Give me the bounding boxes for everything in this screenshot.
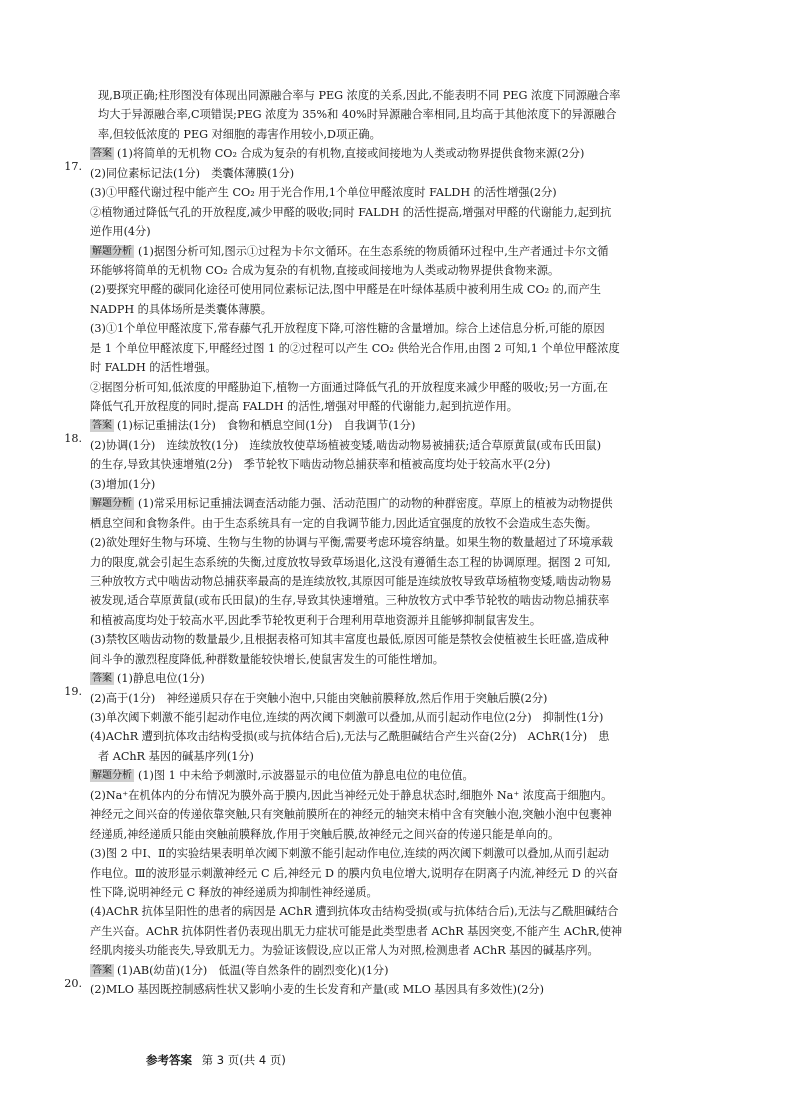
text-line (90, 864, 718, 883)
line-text: (2)Na⁺在机体内的分布情况为膜外高于膜内,因此当神经元处于静息状态时,细胞外 Na⁺ 浓度高于细胞内。 (90, 788, 613, 802)
line-text: 率,但较低浓度的 PEG 对细胞的毒害作用较小,D项正确。 (98, 127, 381, 141)
line-text: 现,B项正确;柱形图没有体现出同源融合率与 PEG 浓度的关系,因此,不能表明不同 PEG 浓度下同源融合率 (98, 89, 621, 102)
line-text: 降低气孔开放程度的同时,提高 FALDH 的活性,增强对甲醛的代谢能力,起到抗逆作用。 (90, 400, 518, 413)
text-line (90, 727, 718, 746)
text-line (90, 105, 718, 124)
line-text: 和植被高度均处于较高水平,因此季节轮牧更利于合理利用草地资源并且能够抑制鼠害发生。 (90, 613, 542, 627)
text-line (90, 883, 718, 902)
line-text: 神经元之间兴奋的传递依靠突触,只有突触前膜所在的神经元的轴突末梢中含有突触小泡,突触小泡中包裹神 (90, 808, 612, 822)
line-text: NADPH 的具体场所是类囊体薄膜。 (90, 302, 272, 316)
line-text: 经肌肉接头功能丧失,导致肌无力。为验证该假设,应以正常人为对照,检测患者 AChR 基因的碱基序列。 (90, 944, 599, 958)
question-number-label: 19. (64, 685, 82, 699)
text-line (90, 630, 718, 649)
text-line (90, 708, 718, 727)
text-line (90, 339, 718, 358)
text-line (90, 319, 718, 338)
text-line (90, 591, 718, 610)
text-line (90, 397, 718, 416)
line-text: (1)静息电位(1分) (117, 672, 205, 686)
text-line (90, 358, 718, 377)
line-text: (2)协调(1分) 连续放牧(1分) 连续放牧使草场植被变矮,啮齿动物易被捕获;适合草原黄鼠(或布氏田鼠) (90, 438, 602, 452)
text-line (90, 242, 718, 261)
text-line (90, 183, 718, 202)
text-line (90, 125, 718, 144)
text-line (90, 261, 718, 280)
line-text: 作电位。Ⅲ的波形显示刺激神经元 C 后,神经元 D 的膜内负电位增大,说明存在阴离子内流,神经元 D 的兴奋 (90, 866, 618, 880)
line-text: 经递质,神经递质只能由突触前膜释放,作用于突触后膜,故神经元之间兴奋的传递只能是单向的。 (90, 827, 560, 841)
text-line (90, 455, 718, 474)
analysis-badge: 解题分析 (92, 770, 132, 782)
line-text: (2)高于(1分) 神经递质只存在于突触小泡中,只能由突触前膜释放,然后作用于突触后膜(2分) (90, 691, 548, 705)
text-line (90, 922, 718, 941)
line-text: 的生存,导致其快速增殖(2分) 季节轮牧下啮齿动物总捕获率和植被高度均处于较高水平(2分) (90, 458, 551, 472)
page-footer (146, 1052, 286, 1068)
answer-badge: 答案 (92, 964, 112, 976)
text-line (90, 825, 718, 844)
line-text: 力的限度,就会引起生态系统的失衡,过度放牧导致草场退化,这没有遵循生态工程的协调原理。据图 2 可知, (90, 555, 611, 569)
line-text: 时 FALDH 的活性增强。 (90, 361, 217, 375)
text-line (90, 86, 718, 105)
answer-badge: 答案 (92, 673, 112, 685)
question-number-label: 18. (64, 432, 82, 446)
line-text: (3)图 2 中Ⅰ、Ⅱ的实验结果表明单次阈下刺激不能引起动作电位,连续的两次阈下刺激可以叠加,从而引起动 (90, 847, 610, 861)
line-text: 栖息空间和食物条件。由于生态系统具有一定的自我调节能力,因此适宜强度的放牧不会造成生态失衡。 (90, 516, 597, 530)
line-text: (2)要探究甲醛的碳同化途径可使用同位素标记法,图中甲醛是在叶绿体基质中被利用生成 CO₂ 的,而产生 (90, 283, 601, 297)
line-text: (3)①甲醛代谢过程中能产生 CO₂ 用于光合作用,1个单位甲醛浓度时 FALDH 的活性增强(2分) (90, 186, 557, 200)
question-number-label: 17. (64, 160, 82, 174)
analysis-badge: 解题分析 (92, 498, 132, 510)
line-text: (4)AChR 抗体呈阳性的患者的病因是 AChR 遭到抗体攻击结构受损(或与抗体结合后),无法与乙酰胆碱结合 (90, 905, 619, 919)
line-text: 被发现,适合草原黄鼠(或布氏田鼠)的生存,导致其快速增殖。三种放牧方式中季节轮牧的啮齿动物总捕获率 (90, 594, 610, 608)
text-line (90, 689, 718, 708)
line-text: (1)图 1 中未给予刺激时,示波器显示的电位值为静息电位的电位值。 (138, 769, 474, 783)
line-text: 性下降,说明神经元 C 释放的神经递质为抑制性神经递质。 (90, 885, 378, 899)
text-line (90, 844, 718, 863)
text-line (90, 203, 718, 222)
text-line (90, 902, 718, 921)
text-line (90, 980, 718, 999)
line-text: 三种放牧方式中啮齿动物总捕获率最高的是连续放牧,其原因可能是连续放牧导致草场植物变矮,啮齿动物易 (90, 574, 612, 588)
text-line (90, 300, 718, 319)
text-line (90, 475, 718, 494)
text-line (90, 436, 718, 455)
line-text: (2)MLO 基因既控制感病性状又影响小麦的生长发育和产量(或 MLO 基因具有多效性)(2分) (90, 983, 545, 997)
footer-page-number: 第 3 页(共 4 页) (201, 1053, 286, 1067)
line-text: 间斗争的激烈程度降低,种群数量能较快增长,使鼠害发生的可能性增加。 (90, 652, 444, 666)
line-text: ②据图分析可知,低浓度的甲醛胁迫下,植物一方面通过降低气孔的开放程度来减少甲醛的吸收;另一方面,在 (90, 380, 608, 394)
footer-label: 参考答案 (146, 1053, 192, 1067)
line-text: ②植物通过降低气孔的开放程度,减少甲醛的吸收;同时 FALDH 的活性提高,增强对甲醛的代谢能力,起到抗 (90, 205, 612, 219)
line-text: (1)常采用标记重捕法调查活动能力强、活动范围广的动物的种群密度。草原上的植被为动物提供 (138, 497, 613, 511)
text-line (90, 805, 718, 824)
line-text: 者 AChR 基因的碱基序列(1分) (98, 749, 254, 763)
text-line (90, 378, 718, 397)
text-line (90, 766, 718, 785)
text-line (90, 514, 718, 533)
text-line (90, 553, 718, 572)
analysis-badge: 解题分析 (92, 245, 132, 257)
text-line (90, 572, 718, 591)
line-text: (1)标记重捕法(1分) 食物和栖息空间(1分) 自我调节(1分) (117, 419, 416, 433)
line-text: (1)将简单的无机物 CO₂ 合成为复杂的有机物,直接或间接地为人类或动物界提供食物来源(2分) (117, 147, 585, 161)
line-text: (2)同位素标记法(1分) 类囊体薄膜(1分) (90, 166, 295, 180)
line-text: (1)据图分析可知,图示①过程为卡尔文循环。在生态系统的物质循环过程中,生产者通过卡尔文循 (138, 244, 609, 258)
text-line (90, 611, 718, 630)
line-text: (3)禁牧区啮齿动物的数量最少,且根据表格可知其丰富度也最低,原因可能是禁牧会使植被生长旺盛,造成种 (90, 633, 609, 647)
text-line (90, 280, 718, 299)
question-number-label: 20. (64, 976, 82, 990)
line-text: (3)单次阈下刺激不能引起动作电位,连续的两次阈下刺激可以叠加,从而引起动作电位(2分) 抑制性(1分) (90, 711, 604, 724)
text-line (90, 747, 718, 766)
line-text: (3)增加(1分) (90, 477, 156, 491)
line-text: (1)AB(幼苗)(1分) 低温(等自然条件的剧烈变化)(1分) (117, 963, 389, 977)
line-text: (4)AChR 遭到抗体攻击结构受损(或与抗体结合后),无法与乙酰胆碱结合产生兴奋(2分) AChR(1分) 患 (90, 730, 610, 744)
text-line (90, 533, 718, 552)
line-text: 逆作用(4分) (90, 225, 151, 239)
text-line (90, 650, 718, 669)
line-text: (3)①1个单位甲醛浓度下,常春藤气孔开放程度下降,可溶性糖的含量增加。综合上述信息分析,可能的原因 (90, 322, 605, 336)
text-line (90, 222, 718, 241)
text-line (90, 494, 718, 513)
line-text: 均大于异源融合率,C项错误;PEG 浓度为 35%和 40%时异源融合率相同,且均高于其他浓度下的异源融合 (98, 108, 617, 122)
line-text: 产生兴奋。AChR 抗体阴性者仍表现出肌无力症状可能是此类型患者 AChR 基因突变,不能产生 AChR,使神 (90, 924, 623, 938)
line-text: 环能够将简单的无机物 CO₂ 合成为复杂的有机物,直接或间接地为人类或动物界提供食物来源。 (90, 263, 560, 277)
line-text: (2)欲处理好生物与环境、生物与生物的协调与平衡,需要考虑环境容纳量。如果生物的数量超过了环境承载 (90, 536, 613, 550)
answer-badge: 答案 (92, 148, 112, 160)
text-line (90, 786, 718, 805)
text-line (90, 164, 718, 183)
answer-badge: 答案 (92, 420, 112, 432)
line-text: 是 1 个单位甲醛浓度下,甲醛经过图 1 的②过程可以产生 CO₂ 供给光合作用,由图 2 可知,1 个单位甲醛浓度 (90, 341, 620, 355)
answer-content (64, 86, 718, 1000)
text-line (90, 941, 718, 960)
